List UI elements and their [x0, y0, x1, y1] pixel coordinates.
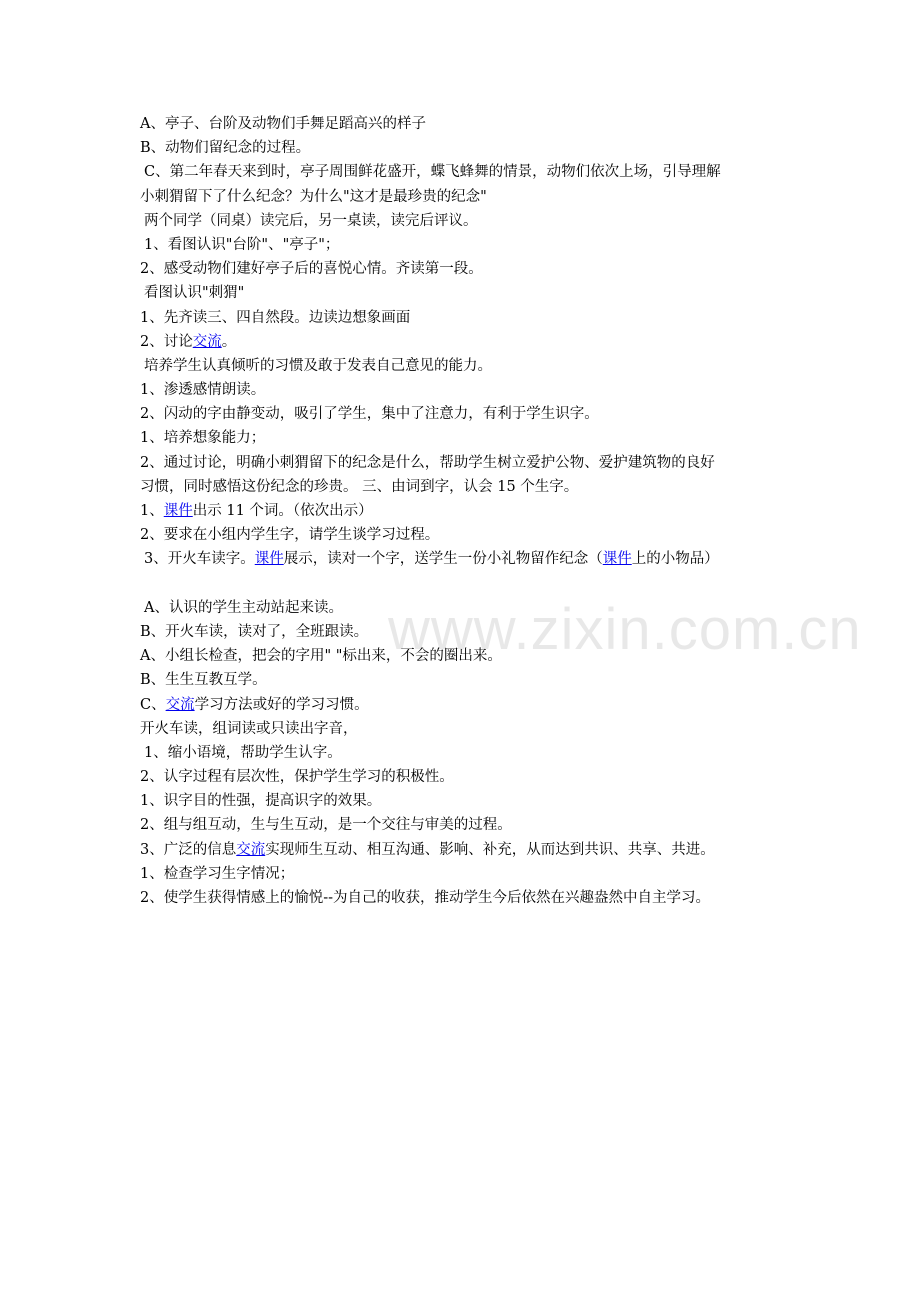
text-segment: C、 [140, 696, 166, 713]
text-line: B、生生互教互学。 [140, 672, 267, 689]
link-jiaoliu[interactable]: 交流 [236, 841, 266, 858]
text-line [140, 693, 790, 717]
text-line: 2、闪动的字由静变动，吸引了学生，集中了注意力，有利于学生识字。 [140, 406, 599, 423]
text-segment: 3、开火车读字。 [144, 551, 255, 568]
link-jiaoliu[interactable]: 交流 [192, 333, 222, 350]
text-line [140, 547, 790, 571]
text-line [140, 330, 790, 354]
text-line: C、第二年春天来到时，亭子周围鲜花盛开，蝶飞蜂舞的情景，动物们依次上场，引导理解 [144, 164, 721, 181]
document-body [140, 112, 790, 910]
text-line: 2、感受动物们建好亭子后的喜悦心情。齐读第一段。 [140, 261, 483, 278]
text-line: A、小组长检查，把会的字用" "标出来，不会的圈出来。 [140, 648, 502, 665]
text-segment: 展示，读对一个字，送学生一份小礼物留作纪念（ [283, 551, 603, 568]
text-line [140, 838, 790, 862]
text-line: 1、识字目的性强，提高识字的效果。 [140, 793, 382, 810]
text-line: 2、通过讨论，明确小刺猬留下的纪念是什么，帮助学生树立爱护公物、爱护建筑物的良好 [140, 454, 715, 471]
text-line: 培养学生认真倾听的习惯及敢于发表自己意见的能力。 [144, 357, 492, 374]
text-line: 2、要求在小组内学生字，请学生谈学习过程。 [140, 527, 440, 544]
text-line: 1、先齐读三、四自然段。边读边想象画面 [140, 309, 411, 326]
text-line: 1、缩小语境，帮助学生认字。 [144, 744, 342, 761]
text-segment: 实现师生互动、相互沟通、影响、补充，从而达到共识、共享、共进。 [265, 841, 715, 858]
blank-line [140, 572, 790, 596]
text-line: 2、组与组互动，生与生互动，是一个交往与审美的过程。 [140, 817, 512, 834]
text-line: 开火车读，组词读或只读出字音， [140, 720, 358, 737]
watermark: www.zixin.com.cn [388, 597, 862, 662]
text-line: B、动物们留纪念的过程。 [140, 140, 311, 157]
text-line: 1、检查学习生字情况； [140, 865, 295, 882]
text-line: 2、认字过程有层次性，保护学生学习的积极性。 [140, 769, 454, 786]
text-line: 两个同学（同桌）读完后，另一桌读，读完后评议。 [144, 212, 478, 229]
text-line: 看图认识"刺猬" [144, 285, 245, 302]
text-line: 2、使学生获得情感上的愉悦--为自己的收获，推动学生今后依然在兴趣盎然中自主学习。 [140, 890, 711, 906]
text-line [140, 499, 790, 523]
text-segment: 学习方法或好的学习习惯。 [194, 696, 369, 713]
text-segment: 出示 11 个词。（依次出示） [192, 503, 373, 519]
link-jiaoliu[interactable]: 交流 [165, 696, 195, 713]
link-kejian[interactable]: 课件 [254, 551, 284, 568]
text-line: 小刺猬留下了什么纪念？为什么"这才是最珍贵的纪念" [140, 188, 487, 205]
text-line: 1、看图认识"台阶"、"亭子"； [144, 236, 340, 253]
text-segment: 。 [221, 333, 237, 350]
text-line: A、亭子、台阶及动物们手舞足蹈高兴的样子 [140, 116, 426, 132]
text-line: A、认识的学生主动站起来读。 [144, 599, 343, 616]
text-line: 习惯，同时感悟这份纪念的珍贵。 三、由词到字，认会 15 个生字。 [140, 478, 579, 495]
link-kejian[interactable]: 课件 [163, 503, 193, 519]
link-kejian[interactable]: 课件 [602, 551, 632, 568]
text-line: 1、培养想象能力； [140, 430, 266, 447]
text-segment: 3、广泛的信息 [140, 841, 237, 858]
text-line: 1、渗透感情朗读。 [140, 382, 266, 399]
text-segment: 2、讨论 [140, 333, 193, 350]
text-segment: 1、 [140, 503, 164, 519]
text-line: B、开火车读，读对了，全班跟读。 [140, 623, 369, 640]
text-segment: 上的小物品） [631, 551, 719, 568]
